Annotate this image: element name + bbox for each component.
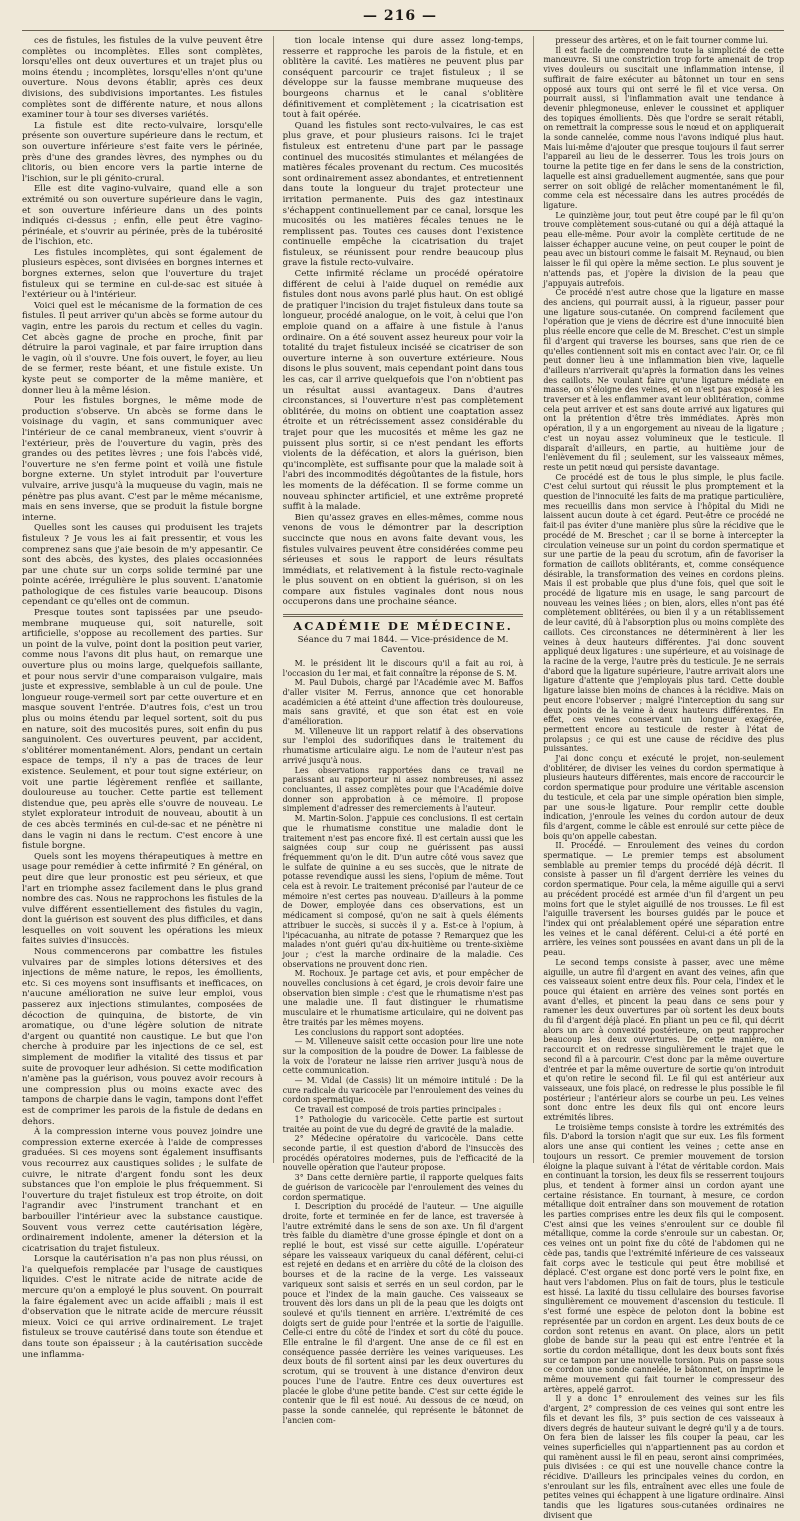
paragraph: Cette infirmité réclame un procédé opératoire différent de celui à l'aide duquel on remédie aux fistules dont nous avons parlé plus haut. On est obligé de pratiquer l'incision du trajet fistuleux dans toute sa longueur, procédé analogue, on le voit, à celui que l'on emploie quand on a affaire à une fistule à l'anus ordinaire. On a été souvent assez heureux pour voir la totalité du trajet fistuleux inciséé se cicatriser de son ouverture interne à son ouverture extérieure. Nous disons le plus souvent, mais cependant point dans tous les cas, car il arrive quelquefois que l'on n'obtient pas un résultat aussi avantageux. Dans d'autres circonstances, si l'ouverture n'est pas complètement oblitérée, du moins on obtient une coaptation assez étroite et un rétrécissement assez considérable du trajet pour que les mucosités et même les gaz ne puissent plus sortir, si ce n'est pendant les efforts violents de la défécation, et alors la guérison, bien qu'incomplète, est suffisante pour que la malade soit à l'abri des incommodités dégoûtantes de la fistule, hors les moments de la défécation. Il se forme comme un nouveau sphincter artificiel, et une extrême propreté suffit à la malade. bbox=[282, 269, 524, 513]
paragraph: Quand les fistules sont recto-vulvaires, le cas est plus grave, et pour plusieurs raisons. Ici le trajet fistuleux est entretenu d'une part par le passage continuel des mucosités stimulantes et mélangées de matières fécales provenant du rectum. Ces mucosités sont ordinairement assez abondantes, et entretiennent dans toute la longueur du trajet protecteur une irritation permanente. Puis des gaz intestinaux s'échappent continuellement par ce canal, lorsque les mucosités ou les matières fécales tenues ne le remplissent pas. Toutes ces causes dont l'existence continuelle empêche la cicatrisation du trajet fistuleux, se réunissent pour rendre beaucoup plus grave la fistule recto-vulvaire. bbox=[282, 120, 524, 269]
paragraph: M. Villeneuve lit un rapport relatif à des observations sur l'emploi des sudorifiques dans le traitement du rhumatisme articulaire aigu. Le nom de l'auteur n'est pas arrivé jusqu'à nous. bbox=[282, 726, 524, 765]
paragraph: Ce travail est composé de trois parties principales : bbox=[294, 1105, 502, 1115]
column-1 bbox=[22, 36, 263, 1360]
paragraph: Quels sont les moyens thérapeutiques à mettre en usage pour remédier à cette infirmité ? En général, on peut dire que leur pronostic est peu sérieux, et que l'art en triomphe assez facilement dans le plus grand nombre des cas. Nous ne rapprochons les fistules de la vulve différent essentiellement des fistules du vagin, dont la guérison est souvent des plus difficiles, et dans lesquelles on voit souvent les opérations les mieux faites suivies d'insuccès. bbox=[22, 851, 263, 947]
paragraph: Le troisième temps consiste à tordre les extrémités des fils. D'abord la torsion n'agit que sur eux. Les fils forment alors une anse qui contient les veines ; cette anse en toujours un ressort. Ce premier mouvement de torsion éloigne la plaque suivant à l'état de véritable cordon. Mais en continuant la torsion, les deux fils se resserrent toujours plus, et tendent à former ainsi un cordon ayant une certaine résistance. En tournant, à mesure, ce cordon métallique doit entraîner dans son mouvement de rotation les parties comprises entre les deux fils qui le composent. C'est ainsi que les veines s'enroulent sur ce double fil métallique, comme la corde s'enroule sur un cabestan. Or, ces veines ont un point fixe du côté de l'abdomen qui ne cède pas, tandis que l'extrémité inférieure de ces vaisseaux fait corps avec le testicule qui peut être mobilisé et déplacé. C'est organe est donc porté vers le point fixe, en haut vers l'abdomen. Plus on fait de tours, plus le testicule est hissé. La laxité du tissu cellulaire des bourses favorise singulièrement ce mouvement d'ascension du testicule. Il s'est formé une espèce de peloton dont la bobine est représentée par un cordon en argent. Les deux bouts de ce cordon sont retenus en avant. On place, alors un petit globe de bande sur la peau qui est entre l'entrée et la sortie du cordon métallique, dont les deux bouts sont fixés sur ce tampon par une nouvelle torsion. Puis on passe sous ce cordon une sonde cannelée, le bâtonnet, on imprime le même mouvement qui fait tourner le compresseur des artères, appelé garrot. bbox=[543, 1122, 785, 1394]
page-number: — 216 — bbox=[363, 8, 437, 24]
paragraph: Presque toutes sont tapissées par une pseudo-membrane muqueuse qui, soit naturelle, soit artificielle, s'oppose au recollement des parties. Sur un point de la vulve, point dont la position peut varier, comme nous l'avons dit plus haut, on remarque une ouverture plus ou moins large, quelquefois saillante, et pour nous servir d'une comparaison vulgaire, mais juste et expressive, semblable à un cul de poule. Une longueur rouge-vermeil sort par cette ouverture et en masque souvent l'entrée. D'autres fois, c'est un trou plus ou moins étendu par lequel sortent, soit du pus en nature, soit des mucosités pures, soit enfin du pus sanguinolent. Ces ouvertures peuvent, par accident, s'oblitérer momentanément. Alors, pendant un certain espace de temps, il n'y a pas de traces de leur existence. Seulement, et pour tout signe extérieur, on voit une partie légèrement renflée et saillante, douloureuse au toucher. Cette partie est tellement distendue que, peu après elle s'ouvre de nouveau. Le stylet explorateur introduit de nouveau, aboutit à un de ces abcès terminés en cul-de-sac et ne pénètre ni dans le vagin ni dans le rectum. C'est encore à une fistule borgne. bbox=[22, 608, 263, 852]
paragraph: Les fistules incomplètes, qui sont également de plusieurs espèces, sont divisées en borgnes internes et borgnes externes, selon que l'ouverture du trajet fistuleux qui se termine en cul-de-sac est située à l'extérieur ou à l'intérieur. bbox=[22, 247, 263, 301]
paragraph: — M. Villeneuve saisit cette occasion pour lire une note sur la composition de la poudre de Dower. La faiblesse de la voix de l'orateur ne laisse rien arriver jusqu'à nous de cette communication. bbox=[282, 1037, 524, 1076]
paragraph: Les observations rapportées dans ce travail ne paraissant au rapporteur ni assez nombreuses, ni assez concluantes, il assez complètes pour que l'Académie doive donner son approbation à ce mémoire. Il propose simplement d'adresser des remerciements à l'auteur. bbox=[282, 765, 524, 814]
text-columns bbox=[22, 36, 785, 1520]
section-title: ACADÉMIE DE MÉDECINE. bbox=[293, 619, 513, 634]
paragraph: Bien qu'assez graves en elles-mêmes, comme nous venons de vous le démontrer par la description succincte que nous en avons faite devant vous, les fistules vulvaires peuvent être considérées comme peu sérieuses et sous le rapport de leurs résultats immédiats, et relativement à la fistule recto-vaginale le plus souvent on en obtient la guérison, si on les compare aux fistules vaginales dont nous nous occuperons dans une prochaine séance. bbox=[282, 512, 524, 608]
header-rule bbox=[22, 30, 784, 31]
column-2-lecture-text bbox=[283, 36, 524, 608]
paragraph: J'ai donc conçu et exécuté le projet, non-seulement d'oblitérer, de diviser les veines du cordon spermatique à plusieurs hauteurs différentes, mais encore de raccourcir le cordon spermatique pour produire une véritable ascension du testicule, et cela par une simple opération bien simple, par une sous-le ligature. Pour remplir cette double indication, j'enroule les veines du cordon autour de deux fils d'argent, comme le câble est enroulé sur cette pièce de bois qu'on appelle cabestan. bbox=[543, 754, 785, 841]
academy-report-text bbox=[283, 659, 524, 1426]
paragraph: M. Paul Dubois, chargé par l'Académie avec M. Baffos d'aller visiter M. Ferrus, annonce que cet honorable académicien a été atteint d'une affection très douloureuse, mais sans gravité, et que son état est en voie d'amélioration. bbox=[282, 678, 524, 727]
paragraph: Quelles sont les causes qui produisent les trajets fistuleux ? Je vous les ai fait pressentir, et vous les comprenez sans que j'aie besoin de m'y appesantir. Ce sont des abcès, des kystes, des plaies occasionnées par une chute sur un corps solide terminé par une pointe acérée, irrégulière le plus souvent. L'anatomie pathologique de ces fistules varie beaucoup. Disons cependant ce qu'elles ont de commun. bbox=[22, 523, 263, 608]
column-2 bbox=[273, 36, 524, 1425]
paragraph: tion locale intense qui dure assez long-temps, resserre et rapproche les parois de la fistule, et en oblitère la cavité. Les matières ne peuvent plus par conséquent parcourir ce trajet fistuleux ; il se développe sur la fausse membrane muqueuse des bourgeons charnus et le canal s'oblitère définitivement et complètement ; la cicatrisation est tout à fait opérée. bbox=[282, 36, 524, 121]
paragraph: Il est facile de comprendre toute la simplicité de cette manœuvre. Si une constriction trop forte amenait de trop vives douleurs ou suscitait une inflammation intense, il suffirait de faire exécuter au bâtonnet un tour en sens opposé aux tours qui ont serré le fil et vice versa. On pourrait aussi, si l'inflammation avait une tendance à devenir phlegmoneuse, enlever le coussinet et appliquer des topiques émollients. Dès que l'ordre se serait rétabli, on remettrait la compresse sous le nœud et on appliquerait la sonde cannelée, comme nous l'avons indiqué plus haut. Mais lui-même d'ajouter que presque toujours il faut serrer l'appareil au lieu de le desserrer. Tous les trois jours on tourne la petite tige en fer dans le sens de la constriction, laquelle est ainsi graduellement augmentée, sans que pour serrer on soit obligé de relâcher momentanément le fil, comme cela est nécessaire dans les autres procédés de ligature. bbox=[543, 45, 785, 210]
paragraph: 2° Médecine opératoire du varicocèle. Dans cette seconde partie, il est question d'abord de l'insuccès des procédés opératoires modernes, puis de l'efficacité de la nouvelle opération que l'auteur propose. bbox=[282, 1134, 524, 1173]
paragraph: La fistule est dite recto-vulvaire, lorsqu'elle présente son ouverture supérieure dans le rectum, et son ouverture inférieure s'est faite vers le périnée, près d'une des grandes lèvres, des nymphes ou du clitoris, ou bien encore vers la partie interne de l'ischion, sur le pli génito-crural. bbox=[22, 120, 263, 184]
section-divider bbox=[283, 614, 524, 617]
paragraph: 1° Pathologie du varicocèle. Cette partie est surtout traitée au point de vue du degré de gravité de la maladie. bbox=[282, 1114, 524, 1134]
paragraph: Ce procédé est de tous le plus simple, le plus facile. C'est celui surtout qui réussit le plus promptement et la question de l'innocuité les faits de ma pratique particulière, mes recueillis dans mon service à l'hôpital du Midi ne laissent aucun doute à cet égard. Peut-être ce procédé ne fait-il pas éviter d'une manière plus sûre la récidive que le procédé de M. Breschet ; car il se borne à intercepter la circulation veineuse sur un point du cordon spermatique et sur une partie de la peau du scrotum, afin de favoriser la formation de caillots oblitérants, et, comme conséquence désirable, la transformation des veines en cordons pleins. Mais il est probable que plus d'une fois, quel que soit le procédé de ligature mis en usage, le sang parcourt de nouveau les veines liées ; on bien, alors, elles n'ont pas été complètement oblitérées, ou bien il y a un rétablissement de leur cavité, dû à l'absorption plus ou moins complète des caillots. Ces circonstances ne déterminèrent à lier les veines à deux hauteurs différentes. J'ai donc souvent appliqué deux ligatures : une supérieure, et au voisinage de la racine de la verge, l'autre près du testicule. Je ne serrais d'abord que la ligature supérieure, l'autre arrivait alors une ligature d'attente que j'employais plus tard. Cette double ligature laisse bien moins de chances à la récidive. Mais on peut encore l'observer ; malgré l'interception du sang sur deux points de la veine à deux hauteurs différentes. En effet, ces veines conservant un longueur exagérée, permettent encore au testicule de rester à l'état de prolapsus ; ce qui est une cause de récidive des plus puissantes. bbox=[543, 472, 785, 754]
paragraph: M. Rochoux. Je partage cet avis, et pour empêcher de nouvelles conclusions à cet égard, je crois devoir faire une observation bien simple : c'est que le rhumatisme n'est pas une maladie une. Il faut distinguer le rhumatisme musculaire et le rhumatisme articulaire, qui ne doivent pas être traités par les mêmes moyens. bbox=[282, 969, 524, 1027]
paragraph: Nous commencerons par combattre les fistules vulvaires par de simples lotions détersives et des injections de même nature, le repos, les émollients, etc. Si ces moyens sont insuffisants et inefficaces, on n'aucune amélioration ne suive leur emploi, vous passerez aux injections stimulantes, composées de décoction de quinquina, de bistorte, de vin aromatique, ou d'une légère solution de nitrate d'argent ou quantité non caustique. Le but que l'on cherche à produire par les injections de ce sel, est simplement de modifier la vitalité des tissus et par suite de provoquer leur adhésion. Si cette modification n'amène pas la guérison, vous pouvez avoir recours à une compression plus ou moins exacte avec des tampons de charpie dans le vagin, tampons dont l'effet est de comprimer les parois de la fistule de dedans en dehors. bbox=[22, 947, 263, 1127]
session-info: Séance du 7 mai 1844. — Vice-présidence de M. Caventou. bbox=[297, 634, 509, 656]
paragraph: ces de fistules, les fistules de la vulve peuvent être complètes ou incomplètes. Elles sont complètes, lorsqu'elles ont deux ouvertures et un trajet plus ou moins étendu ; incomplètes, lorsqu'elles n'ont qu'une ouverture. Nous devons établir, après ces deux divisions, des subdivisions importantes. Les fistules complètes sont de différente nature, et nous allons examiner tour à tour ses diverses variétés. bbox=[22, 36, 263, 121]
paragraph: Le quinzième jour, tout peut être coupé par le fil qu'on trouve complètement sous-cutané ou qui a déjà attaqué la peau elle-même. Pour avoir la complète certitude de ne laisser échapper aucune veine, on peut couper le point de peau avec un bistouri comme le faisait M. Reynaud, ou bien laisser le fil qui opère la même section. Le plus souvent je n'attends pas, et j'opère la division de la peau que j'appuyais autrefois. bbox=[543, 210, 785, 288]
paragraph: Voici quel est le mécanisme de la formation de ces fistules. Il peut arriver qu'un abcès se forme autour du vagin, entre les parois du rectum et celles du vagin. Cet abcès gagne de proche en proche, finit par détruire la paroi vaginale, et par faire irruption dans le vagin, où il s'ouvre. Une fois ouvert, le foyer, au lieu de se fermer, reste béant, et une fistule existe. Un kyste peut se comporter de la même manière, et donner lieu à la même lésion. bbox=[22, 300, 263, 396]
paragraph: M. le président lit le discours qu'il a fait au roi, à l'occasion du 1er mai, et fait connaître la réponse de S. M. bbox=[282, 658, 524, 678]
paragraph: À la compression interne vous pouvez joindre une compression externe exercée à l'aide de compresses graduées. Si ces moyens sont également insuffisants vous recourrez aux caustiques solides ; le sulfate de cuivre, le nitrate d'argent fondu sont les deux substances que l'on emploie le plus fréquemment. Si l'ouverture du trajet fistuleux est trop étroite, on doit l'agrandir avec l'instrument tranchant et en barbouiller l'intérieur avec la substance caustique. Souvent vous verrez cette cautérisation légère, ordinairement indolente, amener la détersion et la cicatrisation du trajet fistuleux. bbox=[22, 1127, 263, 1254]
column-3 bbox=[533, 36, 785, 1520]
paragraph: presseur des artères, et on le fait tourner comme lui. bbox=[555, 36, 769, 45]
paragraph: II. Procédé. — Enroulement des veines du cordon spermatique. — Le premier temps est absolument semblable au premier temps du procédé déjà décrit. Il consiste à passer un fil d'argent derrière les veines du cordon spermatique. Pour cela, la même aiguille qui a servi au précédent procédé est armée d'un fil d'argent un peu moins fort que le stylet aiguillé de nos trousses. Le fil est l'aiguille traversent les bourses guidés par le pouce et l'index qui ont préalablement opéré une séparation entre les veines et le canal déférent. Celui-ci a été porté en arrière, les veines sont poussées en avant dans un pli de la peau. bbox=[543, 841, 785, 958]
paragraph: Pour les fistules borgnes, le même mode de production s'observe. Un abcès se forme dans le voisinage du vagin, et sans communiquer avec l'intérieur de ce canal membraneux, vient s'ouvrir à l'extérieur, près de l'ouverture du vagin, près des grandes ou des petites lèvres ; une fois l'abcès vidé, l'ouverture ne s'en ferme point et voilà une fistule borgne externe. Un stylet introduit par l'ouverture vulvaire, arrive jusqu'à la muqueuse du vagin, mais ne pénètre pas plus avant. C'est par le même mécanisme, mais en sens inverse, que se produit la fistule borgne interne. bbox=[22, 396, 263, 523]
paragraph: Il y a donc 1° enroulement des veines sur les fils d'argent, 2° compression de ces veines qui sont entre les fils et devant les fils, 3° puis section de ces vaisseaux à divers degrés de hauteur suivant le degré qu'il y a de tours. On fera bien de laisser les fils couper la peau, car les veines superficielles qui n'appartiennent pas au cordon et qui ramènent aussi le fil en peau, seront ainsi comprimées, puis divisées : ce qui est une nouvelle chance contre la récidive. D'ailleurs les principales veines du cordon, en s'enroulant sur les fils, entraînent avec elles une foule de petites veines qui échappent à une ligature ordinaire. Ainsi tandis que les ligatures sous-cutanées ordinaires ne divisent que bbox=[543, 1394, 785, 1520]
paragraph: — M. Vidal (de Cassis) lit un mémoire intitulé : De la cure radicale du varicocèle par l'enroulement des veines du cordon spermatique. bbox=[282, 1076, 524, 1105]
paragraph: Les conclusions du rapport sont adoptées. bbox=[294, 1027, 464, 1037]
paragraph: Ce procédé n'est autre chose que la ligature en masse des anciens, qui pourrait aussi, à la rigueur, passer pour une ligature sous-cutanée. On comprend facilement que l'opération que je viens de décrire est d'une innocuité bien plus réelle encore que celle de M. Breschet. C'est un simple fil d'argent qui traverse les bourses, sans que rien de ce qu'elles contiennent soit mis en contact avec l'air. Or, ce fil peut donner lieu à une inflammation bien vive, laquelle d'ailleurs n'arriverait qu'après la formation dans les veines des caillots. Ne voulant faire qu'une ligature médiate en masse, on s'éloigne des veines, et on n'est pas exposé à les traverser et à les enflammer avant leur oblitération, comme cela peut arriver et est sans doute arrivé aux ligatures qui ont la prétention d'être très immédiates. Après mon opération, il y a un engorgement au niveau de la ligature ; c'est un noyau assez volumineux que le testicule. Il disparaît d'ailleurs, en partie, au huitième jour de l'enlèvement du fil ; seulement, sur les vaisseaux mêmes, reste un petit nœud qui persiste davantage. bbox=[543, 288, 785, 472]
paragraph: Le second temps consiste à passer, avec une même aiguille, un autre fil d'argent en avant des veines, afin que ces vaisseaux soient entre deux fils. Pour cela, l'index et le pouce qui étaient en arrière des veines sont portés en avant d'elles, et pincent la peau dans ce sens pour y ramener les deux ouvertures par où sortent les deux bouts du fil d'argent déjà placé. En pliant un peu ce fil, qui décrit alors un arc à convexité postérieure, on peut rapprocher beaucoup les deux ouvertures. De cette manière, on raccourcit et on redresse singulièrement le trajet que le second fil a à parcourir. C'est donc par la même ouverture d'entrée et par la même ouverture de sortie qu'on introduit et qu'on retire le second fil. Le fil qui est antérieur aux vaisseaux, une fois placé, on redresse le plus possible le fil postérieur ; l'antérieur alors se courbe un peu. Les veines sont donc entre les deux fils qui ont encore leurs extrémités libres. bbox=[543, 957, 785, 1123]
paragraph: 3° Dans cette dernière partie, il rapporte quelques faits de guérison de varicocèle par l'enroulement des veines du cordon spermatique. bbox=[282, 1173, 524, 1202]
paragraph: Lorsque la cautérisation n'a pas non plus réussi, on l'a quelquefois remplacée par l'usage de caustiques liquides. C'est le nitrate acide de nitrate acide de mercure qu'on a employé le plus souvent. On pourrait la faire également avec un acide affaibli ; mais il est d'observation que le nitrate acide de mercure réussit mieux. Voici ce qui arrive ordinairement. Le trajet fistuleux se trouve cautérisé dans toute son étendue et dans toute son épaisseur ; à la cautérisation succède une inflamma- bbox=[22, 1254, 263, 1360]
paragraph: M. Martin-Solon. J'appuie ces conclusions. Il est certain que le rhumatisme constitue une maladie dont le traitement n'est pas encore fixé. Il est certain aussi que les saignées coup sur coup ne guérissent pas aussi fréquemment qu'on le dit. D'un autre côté vous savez que le sulfate de quinine a eu ses succès, que le nitrate de potasse revendique aussi les siens, l'opium de même. Tout cela est à revoir. Le traitement préconisé par l'auteur de ce mémoire n'est certes pas nouveau. D'ailleurs à la pomme de Dower, employée dans ces observations, est un médicament si composé, qu'on ne sait à quels éléments attribuer le succès, si succès il y a. Est-ce à l'opium, à l'ipécacuanha, au nitrate de potasse ? Remarquez que les malades n'ont guéri qu'au dix-huitième ou trente-sixième jour ; c'est la marche ordinaire de la maladie. Ces observations ne prouvent donc rien. bbox=[282, 814, 524, 969]
paragraph: Elle est dite vagino-vulvaire, quand elle a son extrémité ou son ouverture supérieure dans le vagin, et son ouverture inférieure dans un des points indiqués ci-dessus ; enfin, elle peut être vagino-périnéale, et s'ouvrir au périnée, près de la tubérosité de l'ischion, etc. bbox=[22, 184, 263, 248]
paragraph: I. Description du procédé de l'auteur. — Une aiguille droite, forte et terminée en fer de lance, est traversée à l'autre extrémité dans le sens de son axe. Un fil d'argent très faible du diamètre d'une grosse épingle et dont on a replié le bout, est vissé sur cette aiguille. L'opérateur sépare les vaisseaux variqueux du canal déférent, celui-ci est rejeté en dedans et en arrière du côté de la cloison des bourses et de la racine de la verge. Les vaisseaux variqueux sont saisis et serrés en un seul cordon, par le pouce et l'index de la main gauche. Ces vaisseaux se trouvent dès lors dans un pli de la peau que les doigts ont soulevé et qu'ils tiennent en arrière. L'extrémité de ces doigts sert de guide pour l'entrée et la sortie de l'aiguille. Celle-ci entre du côté de l'index et sort du côté du pouce. Elle entraîne le fil d'argent. Une anse de ce fil est en conséquence passée derrière les veines variqueuses. Les deux bouts de fil sortent ainsi par les deux ouvertures du scrotum, qui se trouvent à une distance d'environ deux pouces l'une de l'autre. Entre ces deux ouvertures est placée le globe d'une petite bande. C'est sur cette égide le contenir que le fil est noué. Au dessous de ce nœud, on passe la sonde cannelée, qui représente le bâtonnet de l'ancien com- bbox=[282, 1202, 524, 1425]
